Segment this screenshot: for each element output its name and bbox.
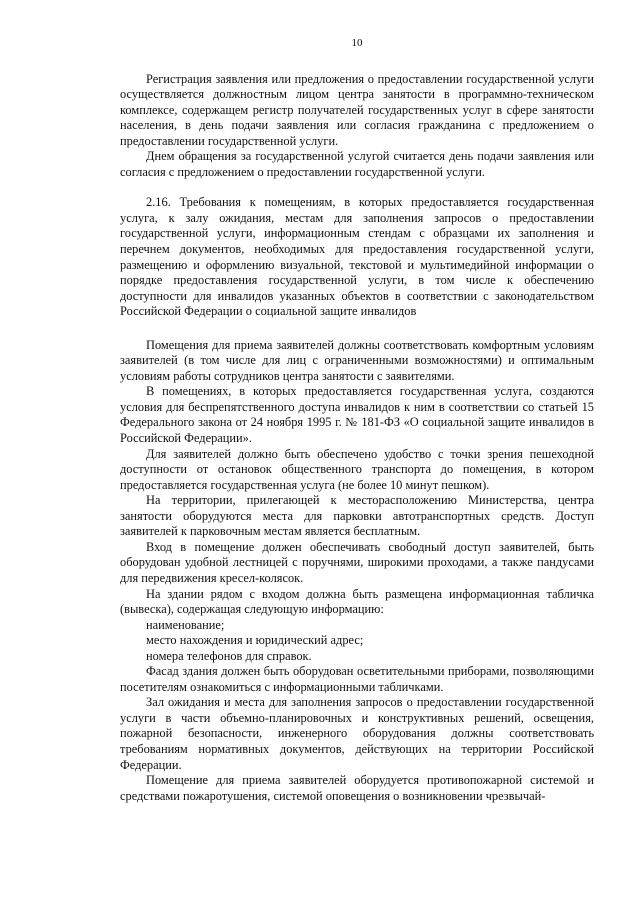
paragraph-premises-comfort: Помещения для приема заявителей должны соответствовать комфортным условиям заявителей (в том числе для лиц с ограниченными возможностями) и оптимальным условиям работы сотрудников центра занятости с заявителями. (120, 337, 594, 383)
paragraph-info-sign: На здании рядом с входом должна быть размещена информационная табличка (вывеска), содержащая следующую информацию: (120, 586, 594, 617)
paragraph-pedestrian-access: Для заявителей должно быть обеспечено удобство с точки зрения пешеходной доступности от остановок общественного транспорта до помещения, в котором предоставляется государственная услуга (не более 10 минут пешком). (120, 446, 594, 492)
section-heading-2-16: 2.16. Требования к помещениям, в которых предоставляется государственная услуга, к залу ожидания, местам для заполнения запросов о предоставлении государственной услуги, информационным стендам с образцами их заполнения и перечнем документов, необходимых для предоставления государственной услуги, размещению и оформлению визуальной, текстовой и мультимедийной информации о порядке предоставления государственной услуги, в том числе к обеспечению доступности для инвалидов указанных объектов в соответствии с законодательством Российской Федерации о социальной защите инвалидов (120, 195, 594, 319)
paragraph-registration: Регистрация заявления или предложения о предоставлении государственной услуги осуществляется должностным лицом центра занятости в программно-техническом комплексе, содержащем регистр получателей государственных услуг в сфере занятости населения, в день подачи заявления или согласия гражданина с предложением о предоставлении государственной услуги. (120, 71, 594, 148)
paragraph-facade: Фасад здания должен быть оборудован осветительными приборами, позволяющими посетителям ознакомиться с информационными табличками. (120, 664, 594, 694)
page-number: 10 (351, 37, 363, 49)
paragraph-parking: На территории, прилегающей к месторасположению Министерства, центра занятости оборудуются места для парковки автотранспортных средств. Доступ заявителей к парковочным местам является бесплатным. (120, 493, 594, 539)
list-item-address: место нахождения и юридический адрес; (146, 633, 364, 648)
paragraph-fire-safety: Помещение для приема заявителей оборудуется противопожарной системой и средствами пожаротушения, системой оповещения о возникновении чрезвычай- (120, 773, 594, 803)
paragraph-disabled-access: В помещениях, в которых предоставляется государственная услуга, создаются условия для беспрепятственного доступа инвалидов к ним в соответствии со статьей 15 Федерального закона от 24 ноября 1995 г. № 181-ФЗ «О социальной защите инвалидов в Российской Федерации». (120, 384, 594, 446)
paragraph-entrance: Вход в помещение должен обеспечивать свободный доступ заявителей, быть оборудован удобной лестницей с поручнями, широкими проходами, а также пандусами для передвижения кресел-колясок. (120, 539, 594, 585)
paragraph-waiting-hall: Зал ожидания и места для заполнения запросов о предоставлении государственной услуги в части объемно-планировочных и конструктивных решений, освещения, пожарной безопасности, инженерного оборудования должны соответствовать требованиям нормативных документов, действующих на территории Российской Федерации. (120, 695, 594, 772)
paragraph-application-day: Днем обращения за государственной услугой считается день подачи заявления или согласия с предложением о предоставлении государственной услуги. (120, 149, 594, 179)
list-item-phones: номера телефонов для справок. (146, 648, 312, 663)
list-item-name: наименование; (146, 617, 225, 632)
